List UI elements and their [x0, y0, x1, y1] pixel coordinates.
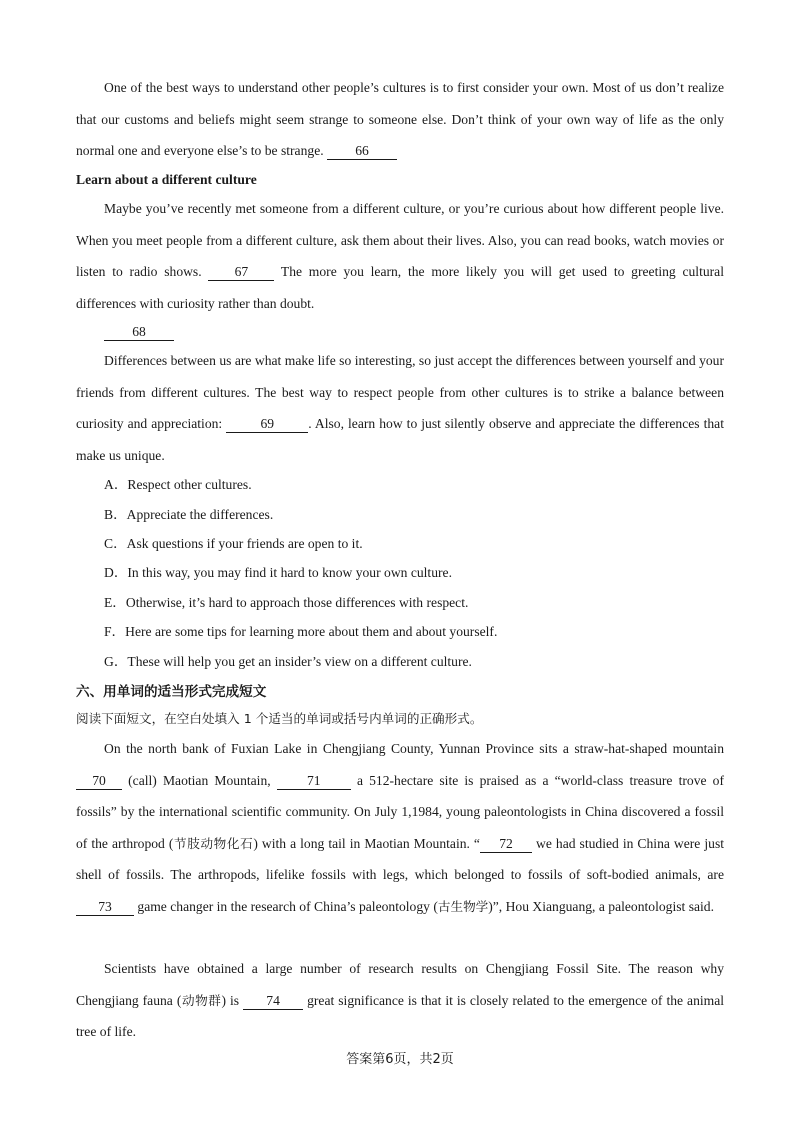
blank-66: 66: [327, 143, 397, 160]
blank-72: 72: [480, 836, 532, 853]
blank-68: 68: [104, 324, 174, 341]
paragraph-differences: [76, 345, 724, 471]
maotian-text-5: we had studied in China were just shell of fossils. The arthropods, lifelike fossils with legs, which belonged to fossils of soft-bodied animals, are: [76, 835, 725, 882]
paragraph-different-culture: [76, 193, 724, 319]
chengjiang-cn-fauna: 动物群: [181, 992, 222, 1008]
chengjiang-text-a: Scientists have obtained a large number of research results on Chengjiang Fossil Site. The reason why Chengjiang fauna (: [76, 961, 724, 1008]
maotian-text-1: On the north bank of Fuxian Lake in Chengjiang County, Yunnan Province sits a straw-hat-shaped mountain: [104, 741, 724, 756]
paragraph-differences-text-a: Differences between us are what make life so interesting, so just accept the differences between yourself and your friends from different cultures. The best way to respect people from other cultures is to strike a balance between curiosity and appreciation:: [76, 353, 724, 431]
maotian-cn-paleontology: 古生物学: [437, 898, 489, 914]
paragraph-different-culture-text-b: The more you learn, the more likely you will get used to greeting cultural differences with curiosity rather than doubt.: [76, 264, 724, 311]
chengjiang-text-b: ) is: [221, 992, 240, 1008]
maotian-text-3: a 512-hectare site is praised as a “world-class treasure trove of fossils” by the international scientific community. On July 1,1984, young paleontologists in China discovered a fossil of the arthropod (: [76, 772, 724, 851]
option-g: G．These will help you get an insider’s view on a different culture.: [104, 654, 472, 669]
paragraph-differences-text-b: . Also, learn how to just silently observe and appreciate the differences that make us unique.: [76, 416, 724, 463]
blank-70: 70: [76, 773, 122, 790]
option-d: D．In this way, you may find it hard to know your own culture.: [104, 565, 452, 580]
page-footer: 答案第6页，共2页: [346, 1052, 454, 1067]
maotian-text-6: game changer in the research of China’s paleontology (: [137, 898, 438, 914]
blank-69: 69: [226, 416, 308, 433]
blank-68-line: [104, 322, 752, 342]
blank-73: 73: [76, 899, 134, 916]
maotian-text-4: ) with a long tail in Maotian Mountain. “: [253, 835, 480, 851]
blank-67: 67: [208, 264, 274, 281]
option-a: A．Respect other cultures.: [104, 477, 252, 492]
option-e: E．Otherwise, it’s hard to approach those differences with respect.: [104, 595, 469, 610]
paragraph-different-culture-text-a: Maybe you’ve recently met someone from a different culture, or you’re curious about how different people live. When you meet people from a different culture, ask them about their lives. Also, you can read books, watch movies or listen to radio shows.: [76, 201, 724, 279]
section-six-instruction: 阅读下面短文，在空白处填入 1 个适当的单词或括号内单词的正确形式。: [76, 711, 483, 726]
maotian-cn-arthropod: 节肢动物化石: [173, 835, 254, 851]
maotian-text-2: (call) Maotian Mountain,: [128, 772, 271, 788]
option-f: F．Here are some tips for learning more about them and about yourself.: [104, 624, 498, 639]
section-heading-learn: Learn about a different culture: [76, 172, 257, 187]
section-six-title: 六、用单词的适当形式完成短文: [76, 684, 267, 700]
chengjiang-text-c: great significance is that it is closely related to the emergence of the animal tree of life.: [76, 992, 725, 1039]
paragraph-intro-text: One of the best ways to understand other people’s cultures is to first consider your own. Most of us don’t realize that our customs and beliefs might seem strange to someone else. Don’t think of your own way of life as the only normal one and everyone else’s to be strange.: [76, 80, 724, 158]
option-c: C．Ask questions if your friends are open to it.: [104, 536, 363, 551]
blank-74: 74: [243, 993, 303, 1010]
paragraph-intro: [76, 72, 724, 167]
option-b: B．Appreciate the differences.: [104, 507, 274, 522]
paragraph-chengjiang: [76, 953, 724, 1048]
maotian-text-7: )”, Hou Xianguang, a paleontologist said.: [488, 898, 715, 914]
paragraph-maotian: [76, 733, 724, 922]
blank-71: 71: [277, 773, 351, 790]
